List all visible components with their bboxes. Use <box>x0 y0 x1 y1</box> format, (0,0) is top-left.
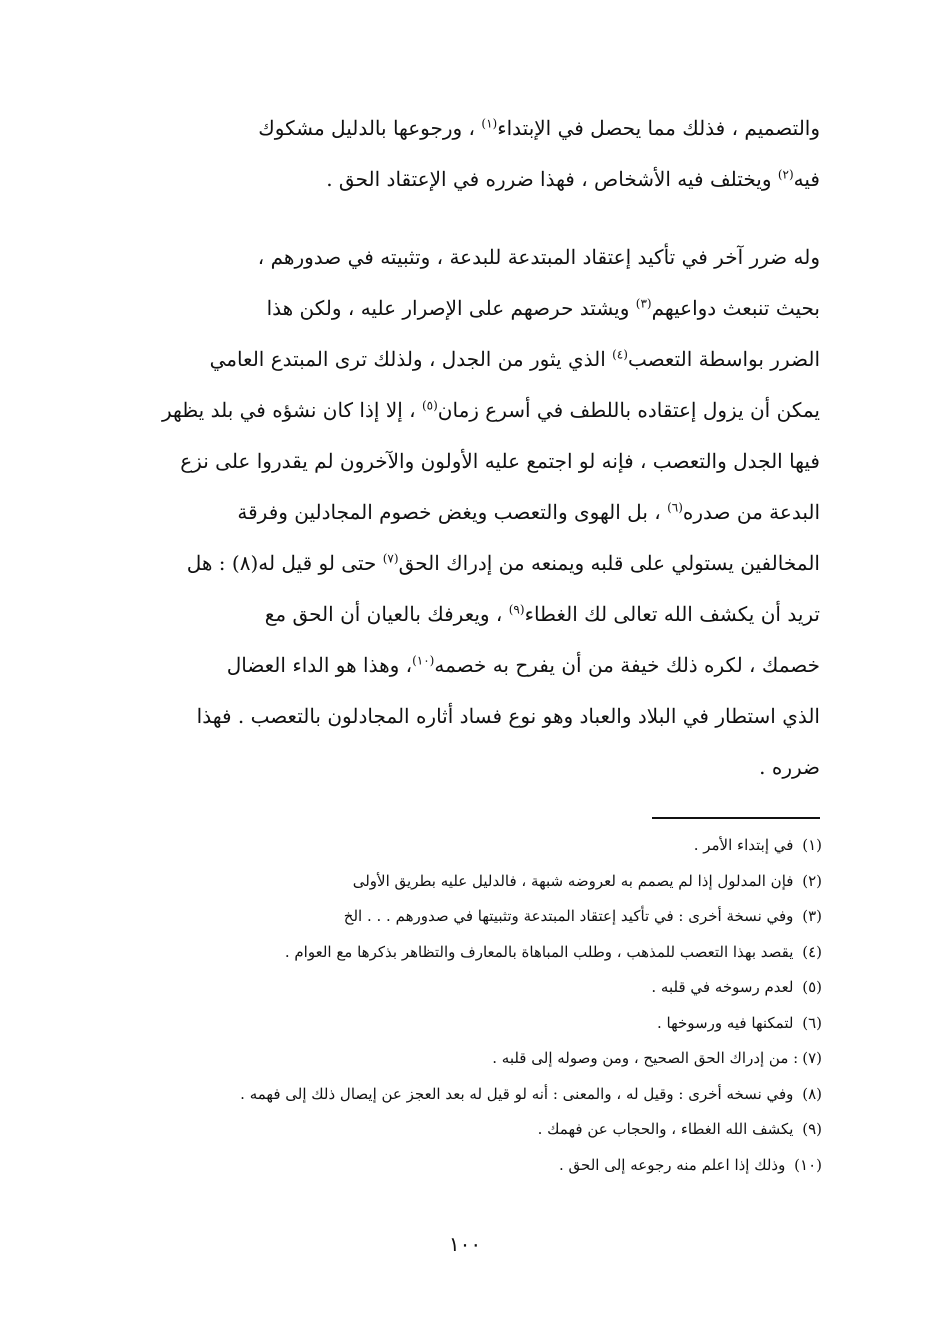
line-text: تريد أن يكشف الله تعالى لك الغطاء <box>524 602 820 626</box>
line-text: ، إلا إذا كان نشؤه في بلد يظهر <box>161 398 422 422</box>
text-line <box>108 385 820 436</box>
line-text: الذي استطار في البلاد والعباد وهو نوع فساد أثاره المجادلون بالتعصب . فهذا <box>196 704 820 728</box>
footnote-ref: (٧) <box>382 551 399 566</box>
footnote-text: يقصد بهذا التعصب للمذهب ، وطلب المباهاة بالمعارف والتظاهر بذكرها مع العوام . <box>284 942 794 961</box>
paragraph-1 <box>108 103 820 205</box>
text-line <box>108 487 820 538</box>
footnote-ref: (٩) <box>508 602 525 617</box>
footnote-ref: (٢) <box>777 167 794 182</box>
footnote-item <box>122 1077 822 1113</box>
footnote-item <box>122 970 822 1006</box>
footnote-number: (٩) <box>802 1120 822 1138</box>
footnote-text: يكشف الله الغطاء ، والحجاب عن فهمك . <box>537 1120 794 1138</box>
footnote-item <box>122 1112 822 1148</box>
footnote-text: لعدم رسوخه في قلبه . <box>651 978 794 996</box>
footnote-item <box>122 864 822 900</box>
footnote-text: : من إدراك الحق الصحيح ، ومن وصوله إلى قلبه . <box>492 1049 799 1067</box>
line-text: والتصميم ، فذلك مما يحصل في الإبتداء <box>497 116 820 140</box>
paragraph-2 <box>108 232 820 793</box>
footnote-ref: (١٠) <box>412 653 435 668</box>
line-text: خصمك ، لكره ذلك خيفة من أن يفرح به خصمه <box>434 653 820 677</box>
footnote-item <box>122 828 822 864</box>
line-text: ضرره . <box>759 755 820 779</box>
text-line <box>108 436 820 487</box>
footnote-separator <box>652 817 820 819</box>
line-text: ، ويعرفك بالعيان أن الحق مع <box>264 602 509 626</box>
line-text: البدعة من صدره <box>682 500 820 524</box>
footnote-number: (٨) <box>802 1084 822 1103</box>
footnote-number: (٦) <box>802 1013 822 1032</box>
line-text: يمكن أن يزول إعتقاده باللطف في أسرع زمان <box>437 398 820 422</box>
footnote-number: (١) <box>802 836 822 854</box>
text-line <box>108 334 820 385</box>
footnote-text: في إبتداء الأمر . <box>693 836 794 854</box>
footnote-text: وذلك إذا اعلم منه رجوعه إلى الحق . <box>558 1155 786 1174</box>
text-line <box>108 589 820 640</box>
footnote-ref: (٤) <box>612 347 628 362</box>
footnote-number: (١٠) <box>794 1155 822 1174</box>
text-line <box>108 742 820 793</box>
footnote-text: فإن المدلول إذا لم يصمم به لعروضه شبهة ، فالدليل عليه بطريق الأولى <box>352 871 794 890</box>
text-line <box>108 154 820 205</box>
text-line <box>108 691 820 742</box>
footnote-item <box>122 899 822 935</box>
footnote-text: وفي نسخه أخرى : وقيل له ، والمعنى : أنه لو قيل له بعد العجز عن إيصال ذلك إلى فهمه . <box>240 1084 794 1103</box>
text-line <box>108 640 820 691</box>
line-text: الذي يثور من الجدل ، ولذلك ترى المبتدع العامي <box>209 347 613 371</box>
footnote-ref: (٣) <box>635 296 652 311</box>
text-line <box>108 103 820 154</box>
footnote-item <box>122 935 822 971</box>
page-number: ١٠٠ <box>448 1232 482 1256</box>
line-text: الضرر بواسطة التعصب <box>627 347 820 371</box>
footnote-text: لتمكنها فيه ورسوخها . <box>657 1013 794 1032</box>
line-text: ، بل الهوى والتعصب ويغض خصوم المجادلين وفرقة <box>237 500 668 524</box>
footnote-item <box>122 1148 822 1184</box>
footnotes <box>122 828 822 1183</box>
footnote-number: (٧) <box>802 1049 822 1067</box>
text-line <box>108 283 820 334</box>
line-text: حتى لو قيل له(٨) : هل <box>186 551 383 575</box>
line-text: المخالفين يستولي على قلبه ويمنعه من إدراك الحق <box>398 551 820 575</box>
footnote-number: (٥) <box>802 978 822 996</box>
line-text: فيها الجدل والتعصب ، فإنه لو اجتمع عليه الأولون والآخرون لم يقدروا على نزع <box>180 449 820 473</box>
line-text: وله ضرر آخر في تأكيد إعتقاد المبتدعة للبدعة ، وتثبيته في صدورهم ، <box>257 245 820 269</box>
footnote-text: وفي نسخة أخرى : في تأكيد إعتقاد المبتدعة وتثبيتها في صدورهم . . . الخ <box>343 907 794 925</box>
line-text: فيه <box>793 167 820 191</box>
footnote-item <box>122 1041 822 1077</box>
text-line <box>108 232 820 283</box>
line-text: ويشتد حرصهم على الإصرار عليه ، ولكن هذا <box>266 296 636 320</box>
footnote-item <box>122 1006 822 1042</box>
footnote-number: (٤) <box>802 942 822 961</box>
line-text: بحيث تنبعث دواعيهم <box>651 296 820 320</box>
line-text: ، وهذا هو الداء العضال <box>226 653 413 677</box>
footnote-ref: (٦) <box>667 500 683 515</box>
footnote-number: (٣) <box>802 907 822 925</box>
line-text: ويختلف فيه الأشخاص ، فهذا ضرره في الإعتقاد الحق . <box>326 167 778 191</box>
footnote-ref: (٥) <box>421 398 438 413</box>
text-line <box>108 538 820 589</box>
footnote-ref: (١) <box>481 116 498 131</box>
line-text: ، ورجوعها بالدليل مشكوك <box>258 116 482 140</box>
footnote-number: (٢) <box>802 871 822 890</box>
